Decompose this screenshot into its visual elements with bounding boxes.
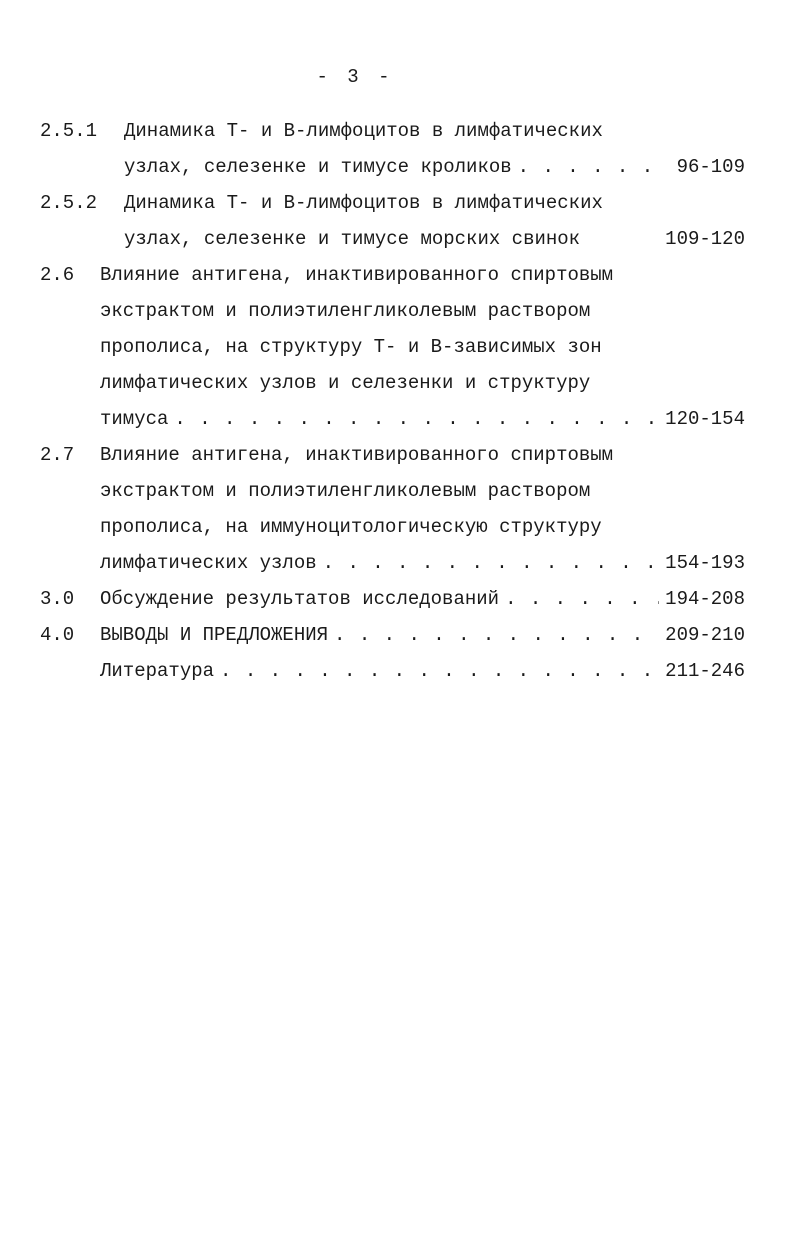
toc-entry bbox=[40, 437, 745, 581]
toc-entry-page-range: 96-109 bbox=[676, 156, 745, 178]
toc-entry-line bbox=[40, 545, 745, 581]
leader-dots bbox=[505, 581, 659, 617]
leader-dots bbox=[334, 617, 659, 653]
toc-entry-title: экстрактом и полиэтиленгликолевым раствором bbox=[100, 480, 591, 502]
toc-entry-number: 2.7 bbox=[40, 444, 75, 466]
toc-entry-page-range: 194-208 bbox=[665, 588, 745, 610]
toc-entry-page-range: 211-246 bbox=[665, 660, 745, 682]
leader-dots bbox=[174, 401, 659, 437]
toc-entry-page-range: 120-154 bbox=[665, 408, 745, 430]
toc-entry-page-range: 209-210 bbox=[665, 624, 745, 646]
toc-entry-line bbox=[40, 221, 745, 257]
toc-entry-number: 2.6 bbox=[40, 264, 75, 286]
toc-entry bbox=[40, 185, 745, 257]
toc-entry-title: лимфатических узлов bbox=[100, 552, 317, 574]
toc-entry-title: Литература bbox=[100, 660, 215, 682]
toc-entry-number: 3.0 bbox=[40, 588, 75, 610]
toc-entry-title: прополиса, на иммуноцитологическую структуру bbox=[100, 516, 602, 538]
toc-entry-title: тимуса bbox=[100, 408, 169, 430]
toc-entry bbox=[40, 257, 745, 437]
toc-entry-line bbox=[40, 617, 745, 653]
toc-entry-title: Обсуждение результатов исследований bbox=[100, 588, 500, 610]
toc-entry-title: Влияние антигена, инактивированного спиртовым bbox=[100, 264, 614, 286]
toc-entry-title: лимфатических узлов и селезенки и структуру bbox=[100, 372, 591, 394]
toc-entry bbox=[40, 653, 745, 689]
toc-entry-title: Влияние антигена, инактивированного спиртовым bbox=[100, 444, 614, 466]
toc-entry-title: ВЫВОДЫ И ПРЕДЛОЖЕНИЯ bbox=[100, 624, 329, 646]
table-of-contents bbox=[40, 113, 745, 689]
page-number: - 3 - bbox=[316, 66, 394, 88]
toc-entry-title: Динамика Т- и В-лимфоцитов в лимфатических bbox=[124, 192, 603, 214]
toc-entry-title: узлах, селезенке и тимусе морских свинок bbox=[124, 228, 581, 250]
toc-entry-title: узлах, селезенке и тимусе кроликов bbox=[124, 156, 512, 178]
toc-entry-line bbox=[40, 149, 745, 185]
toc-entry-line bbox=[40, 401, 745, 437]
toc-entry-number: 2.5.1 bbox=[40, 120, 98, 142]
toc-entry-title: прополиса, на структуру Т- и В-зависимых зон bbox=[100, 336, 602, 358]
toc-entry-page-range: 109-120 bbox=[665, 228, 745, 250]
toc-entry-number: 2.5.2 bbox=[40, 192, 98, 214]
leader-dots bbox=[323, 545, 660, 581]
leader-dots bbox=[220, 653, 659, 689]
leader-dots bbox=[518, 149, 671, 185]
toc-entry bbox=[40, 113, 745, 185]
toc-entry-page-range: 154-193 bbox=[665, 552, 745, 574]
toc-entry-line bbox=[40, 653, 745, 689]
toc-entry bbox=[40, 581, 745, 617]
toc-entry-number: 4.0 bbox=[40, 624, 75, 646]
toc-entry bbox=[40, 617, 745, 653]
toc-entry-title: Динамика Т- и В-лимфоцитов в лимфатических bbox=[124, 120, 603, 142]
toc-entry-title: экстрактом и полиэтиленгликолевым раствором bbox=[100, 300, 591, 322]
toc-entry-line bbox=[40, 581, 745, 617]
